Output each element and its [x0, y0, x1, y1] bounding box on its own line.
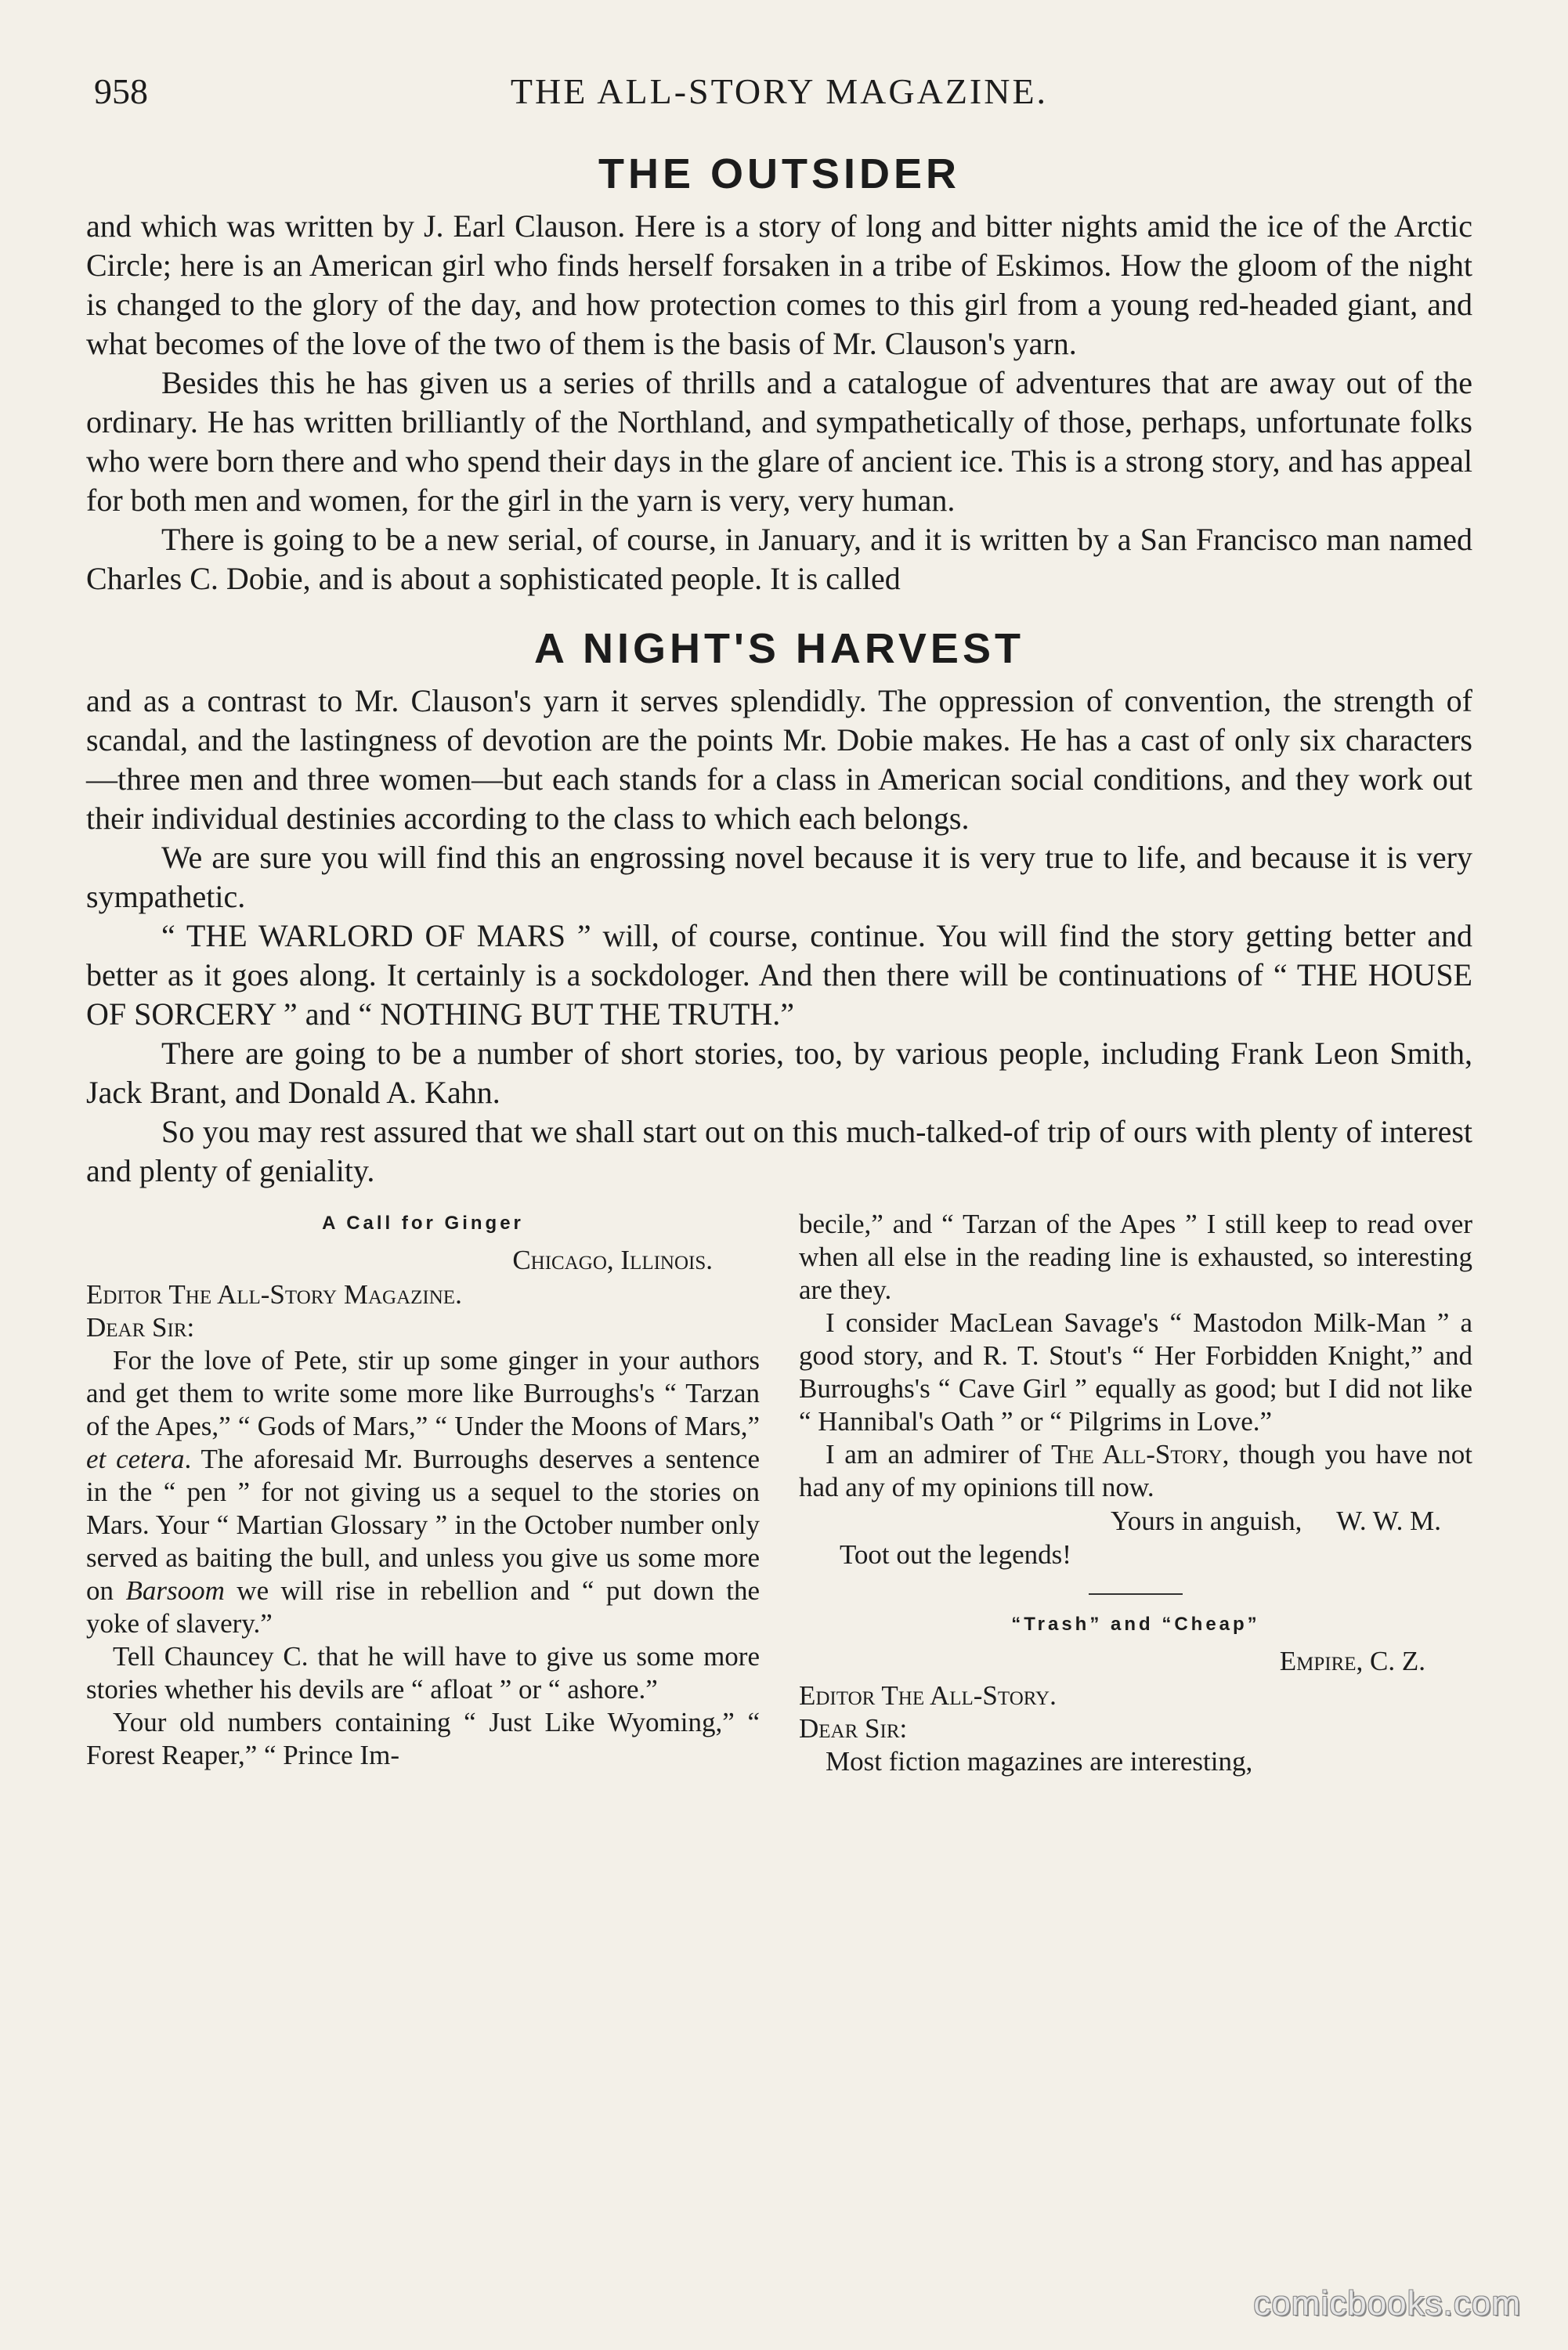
letter-postscript: Toot out the legends!	[840, 1539, 1071, 1570]
section-body-nights-harvest	[86, 682, 1472, 1191]
letter-signature	[799, 1504, 1472, 1538]
letter-title: “Trash” and “Cheap”	[1011, 1614, 1260, 1635]
section-body-outsider	[86, 207, 1472, 598]
letter-salutation: Dear Sir:	[799, 1713, 908, 1744]
letters-columns	[86, 1208, 1472, 1778]
paragraph: Besides this he has given us a series of thrills and a catalogue of adventures that are away out of the ordinary. He has written brilliantly of the Northland, and sympathetically of those, perhaps, unfortunate folks who were born there and who spend their days in the glare of ancient ice. This is a strong story, and has appeal for both men and women, for the girl in the yarn is very, very human.	[86, 365, 1472, 518]
left-column	[86, 1208, 760, 1778]
letter-initials: W. W. M.	[1336, 1506, 1441, 1536]
text-run: we will rise in rebellion and “ put down the yoke of slavery.”	[86, 1575, 761, 1639]
paragraph: and which was written by J. Earl Clauson. Here is a story of long and bitter nights amid the ice of the Arctic Circle; here is an American girl who finds herself forsaken in a tribe of Eskimos. How the gloom of the night is changed to the glory of the day, and how protection comes to this girl from a young red-headed giant, and what becomes of the love of the two of them is the basis of Mr. Clauson's yarn.	[86, 208, 1472, 361]
letter-addressee: Editor The All-Story Magazine.	[86, 1279, 462, 1310]
page-number: 958	[94, 71, 148, 111]
letter-place: Chicago, Illinois.	[512, 1245, 713, 1275]
paragraph: So you may rest assured that we shall start out on this much-talked-of trip of ours with plenty of interest and plenty of geniality.	[86, 1114, 1472, 1188]
letter-paragraph: Your old numbers containing “ Just Like Wyoming,” “ Forest Reaper,” “ Prince Im-	[86, 1707, 760, 1770]
letter-paragraph: Tell Chauncey C. that he will have to give us some more stories whether his devils are “ afloat ” or “ ashore.”	[86, 1641, 760, 1705]
paragraph: There is going to be a new serial, of course, in January, and it is written by a San Francisco man named Charles C. Dobie, and is about a sophisticated people. It is called	[86, 522, 1472, 596]
letter-paragraph	[86, 1344, 760, 1640]
paragraph: “ THE WARLORD OF MARS ” will, of course, continue. You will find the story getting better and better as it goes along. It certainly is a sockdologer. And then there will be continuations of “ THE HOUSE OF SORCERY ” and “ NOTHING BUT THE TRUTH.”	[86, 918, 1472, 1032]
text-run: , though you have not had any of my opinions till now.	[799, 1439, 1472, 1502]
letter-closing: Yours in anguish,	[1110, 1506, 1302, 1536]
letter-paragraph	[799, 1438, 1472, 1504]
right-column	[799, 1208, 1472, 1778]
section-title-outsider: THE OUTSIDER	[598, 150, 961, 197]
text-run-italic: et cetera	[86, 1444, 185, 1474]
text-run: For the love of Pete, stir up some ginger in your authors and get them to write some more like Burroughs's “ Tarzan of the Apes,” “ Gods of Mars,” “ Under the Moons of Mars,”	[86, 1345, 760, 1441]
letter-title: A Call for Ginger	[322, 1213, 524, 1234]
paragraph: and as a contrast to Mr. Clauson's yarn it serves splendidly. The oppression of convention, the strength of scandal, and the lastingness of devotion are the points Mr. Dobie makes. He has a cast of only six characters—three men and three women—but each stands for a class in American social conditions, and they work out their individual destinies according to the class to which each belongs.	[86, 683, 1472, 836]
letter-salutation: Dear Sir:	[86, 1312, 195, 1343]
running-head: THE ALL-STORY MAGAZINE.	[510, 71, 1049, 111]
text-run: . The aforesaid Mr. Burroughs deserves a sentence in the “ pen ” for not giving us a sequel to the stories on Mars. Your “ Martian Glossary ” in the October number only served as baiting the bull, and unless you give us some more on	[86, 1444, 760, 1606]
text-run: I am an admirer of	[826, 1439, 1052, 1470]
text-run-italic: Barsoom	[125, 1575, 225, 1606]
section-title-nights-harvest: A NIGHT'S HARVEST	[534, 625, 1024, 672]
letter-place: Empire, C. Z.	[1279, 1646, 1425, 1676]
letter-paragraph: Most fiction magazines are interesting,	[826, 1746, 1253, 1777]
paragraph: We are sure you will find this an engrossing novel because it is very true to life, and because it is very sympathetic.	[86, 840, 1472, 914]
paragraph: There are going to be a number of short stories, too, by various people, including Frank Leon Smith, Jack Brant, and Donald A. Kahn.	[86, 1036, 1472, 1110]
magazine-page	[86, 70, 1472, 1778]
page-header	[86, 70, 1472, 125]
divider	[1089, 1593, 1183, 1595]
letter-paragraph: becile,” and “ Tarzan of the Apes ” I still keep to read over when all else in the reading line is exhausted, so interesting are they.	[799, 1209, 1472, 1305]
letter-addressee: Editor The All-Story.	[799, 1680, 1057, 1711]
text-run-smallcaps: The All-Story	[1051, 1439, 1223, 1470]
watermark-logo: comicbooks.com	[1253, 2284, 1521, 2323]
letter-paragraph: I consider MacLean Savage's “ Mastodon Milk-Man ” a good story, and R. T. Stout's “ Her Forbidden Knight,” and Burroughs's “ Cave Girl ” equally as good; but I did not like “ Hannibal's Oath ” or “ Pilgrims in Love.”	[799, 1307, 1472, 1437]
